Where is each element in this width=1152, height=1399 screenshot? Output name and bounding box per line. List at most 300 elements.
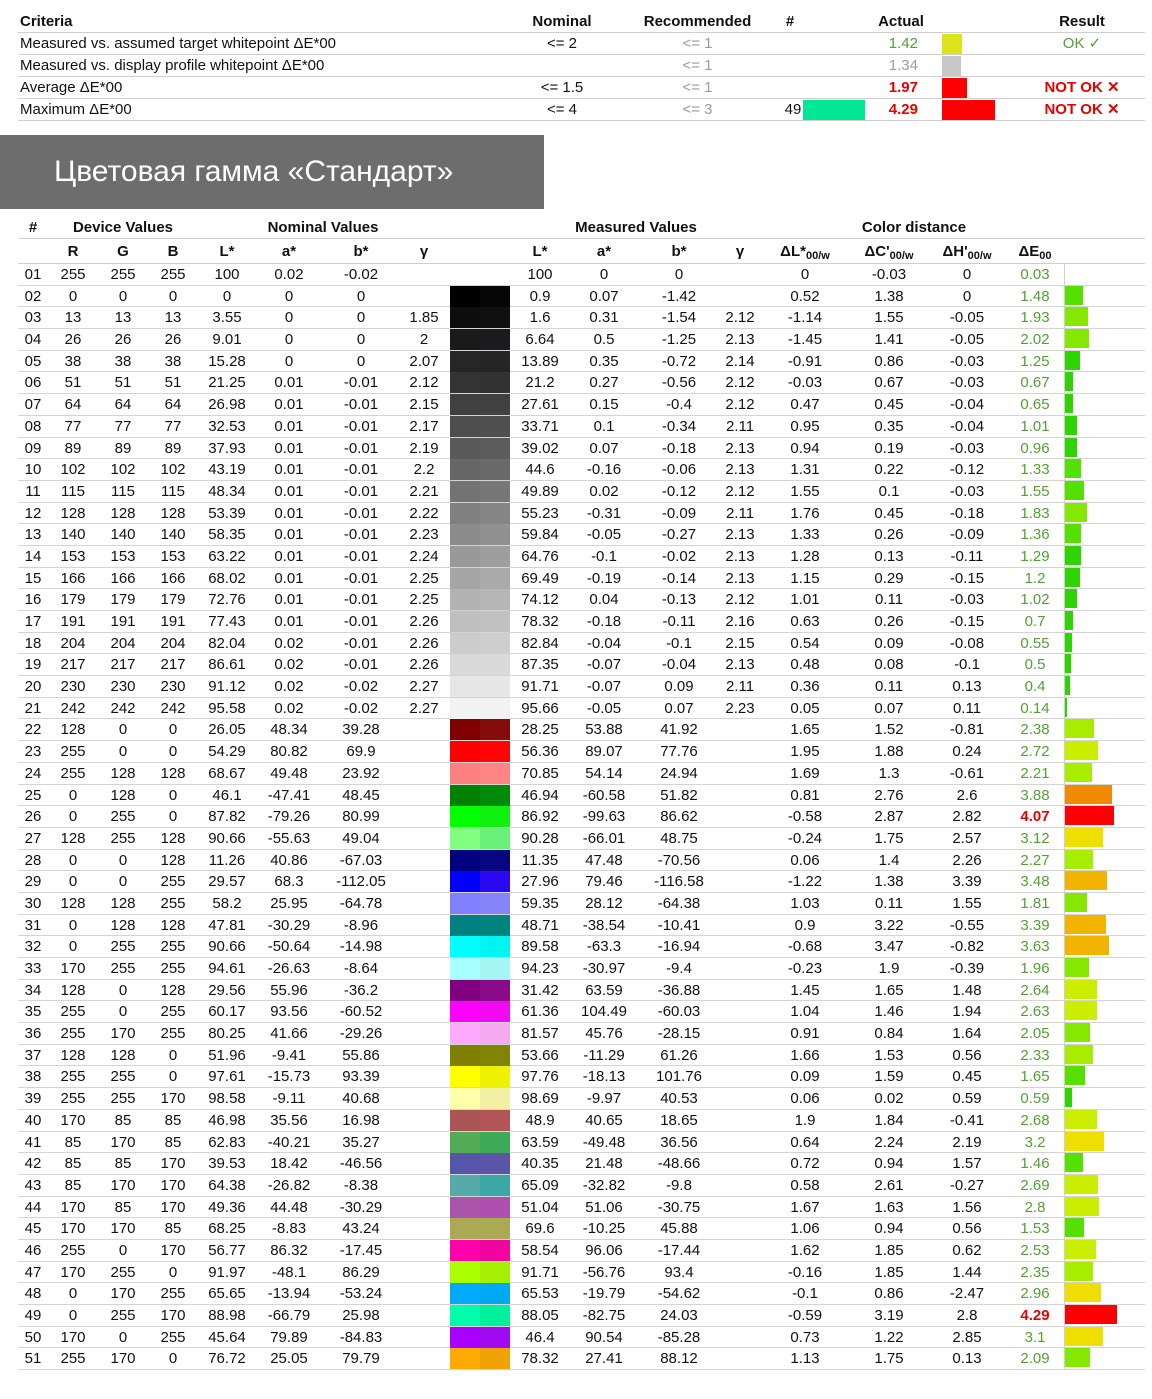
delta-c: 0.19 [874, 439, 904, 457]
nominal-header: Nominal [532, 13, 592, 30]
nominal-b: 43.24 [342, 1220, 380, 1238]
row-index: 12 [24, 504, 42, 522]
delta-e: 1.33 [1020, 461, 1050, 479]
nominal-l: 97.61 [208, 1068, 246, 1086]
measured-b: -36.88 [657, 981, 701, 999]
table-row [18, 1240, 1145, 1262]
delta-c: 2.87 [874, 808, 904, 826]
measured-b: 0.09 [664, 678, 694, 696]
measured-l: 59.84 [521, 526, 559, 544]
row-index: 13 [24, 526, 42, 544]
delta-l: 0.06 [790, 851, 820, 869]
nominal-swatch [450, 546, 480, 567]
measured-a: 104.49 [581, 1003, 627, 1021]
criteria-row [18, 55, 1145, 77]
device-b: 170 [160, 1241, 186, 1259]
table-row [18, 871, 1145, 893]
delta-h: -0.18 [949, 504, 985, 522]
row-index: 14 [24, 547, 42, 565]
device-r: 51 [64, 374, 82, 392]
nominal-gamma: 2.25 [409, 569, 439, 587]
delta-l: 0.95 [790, 417, 820, 435]
device-b: 77 [164, 417, 182, 435]
measured-l: 98.69 [521, 1090, 559, 1108]
row-index: 49 [24, 1307, 42, 1324]
nominal-gamma: 2.25 [409, 591, 439, 609]
measured-l: 64.76 [521, 547, 559, 565]
measured-l: 70.85 [521, 764, 559, 782]
measured-gamma: 2.11 [725, 417, 755, 435]
table-row [18, 633, 1145, 655]
measured-l: 46.94 [521, 786, 559, 804]
group-header-row [18, 217, 1145, 239]
delta-e-bar [1065, 1262, 1093, 1281]
delta-e-bar [1065, 1348, 1090, 1367]
measured-swatch [480, 503, 510, 524]
device-g: 115 [111, 482, 135, 500]
table-row [18, 1262, 1145, 1284]
measured-l: 27.96 [521, 873, 559, 891]
nominal-swatch [450, 936, 480, 957]
nominal-l: 21.25 [208, 374, 246, 392]
nominal-l: 64.38 [208, 1176, 246, 1194]
nominal-b: -14.98 [339, 938, 383, 956]
measured-swatch [480, 1197, 510, 1218]
delta-e: 1.96 [1020, 960, 1050, 977]
delta-e: 0.4 [1024, 678, 1046, 696]
device-g: 128 [110, 764, 136, 782]
measured-swatch [480, 438, 510, 459]
nominal-l: 11.26 [208, 851, 246, 869]
delta-l-sub: 00/w [805, 250, 830, 262]
delta-e-bar [1065, 1001, 1097, 1020]
nominal-swatch [450, 958, 480, 979]
measured-l: 61.36 [521, 1003, 559, 1021]
nominal-gamma: 2.07 [409, 352, 439, 370]
device-r: 0 [68, 873, 78, 891]
delta-c: 0.45 [874, 396, 904, 414]
device-g: 170 [110, 1285, 136, 1303]
measured-swatch [480, 1327, 510, 1348]
device-g: 26 [114, 331, 132, 349]
measured-b: 51.82 [660, 786, 698, 804]
measured-b: -70.56 [657, 851, 701, 869]
criteria-number: 49 [784, 101, 802, 118]
criteria-row [18, 99, 1145, 121]
table-row [18, 676, 1145, 698]
nominal-swatch [450, 1110, 480, 1131]
delta-l: 1.62 [790, 1241, 820, 1259]
measured-l: 63.59 [521, 1133, 559, 1151]
delta-c: 1.4 [878, 851, 900, 869]
measured-b: -0.04 [661, 656, 697, 674]
measured-swatch [480, 1305, 510, 1326]
measured-l: 100 [527, 266, 553, 283]
measured-b: -64.38 [657, 894, 701, 912]
measured-a: 53.88 [585, 721, 623, 739]
measured-b: -0.02 [661, 547, 697, 565]
nominal-l: 3.55 [212, 309, 242, 327]
row-index: 36 [24, 1025, 42, 1043]
measured-swatch [480, 1283, 510, 1304]
measured-a: 89.07 [585, 743, 623, 761]
nominal-b: 16.98 [342, 1111, 380, 1129]
nominal-a: 0.01 [274, 374, 304, 392]
color-distance-header: Color distance [861, 219, 967, 236]
col-measured-b: b* [671, 243, 687, 260]
measured-a: -0.16 [586, 461, 622, 479]
nominal-swatch [450, 372, 480, 393]
device-b: 0 [168, 743, 178, 761]
table-row [18, 1110, 1145, 1132]
measured-b: -10.41 [657, 916, 701, 934]
nominal-swatch [450, 503, 480, 524]
device-r: 255 [60, 1068, 86, 1086]
measured-b: 77.76 [660, 743, 698, 761]
device-g: 170 [110, 1220, 136, 1238]
nominal-a: -40.21 [267, 1133, 311, 1151]
measured-b: -9.4 [666, 960, 692, 977]
measured-l: 65.53 [521, 1285, 559, 1303]
delta-h: 0.24 [952, 743, 982, 761]
nominal-a: 0.01 [274, 461, 304, 479]
table-row [18, 611, 1145, 633]
delta-e-bar [1065, 1132, 1104, 1151]
nominal-swatch [450, 850, 480, 871]
measured-a: -0.05 [586, 526, 622, 544]
table-row [18, 307, 1145, 329]
measured-a: -11.29 [583, 1046, 625, 1064]
nominal-a: -26.82 [267, 1176, 311, 1194]
delta-c: 1.59 [874, 1068, 904, 1086]
table-row [18, 481, 1145, 503]
delta-l: 0.06 [790, 1090, 820, 1108]
row-index: 19 [24, 656, 42, 674]
device-r: 77 [64, 417, 82, 435]
col-measured-l: L* [532, 243, 548, 260]
nominal-gamma: 2.12 [409, 374, 439, 392]
device-b: 170 [160, 1176, 186, 1194]
criteria-table [18, 11, 1145, 121]
measured-swatch [480, 1218, 510, 1239]
device-r: 170 [60, 1328, 86, 1346]
delta-c: 1.85 [874, 1263, 904, 1281]
delta-e: 0.59 [1020, 1090, 1050, 1108]
nominal-gamma: 2.15 [409, 396, 439, 414]
col-nominal-l: L* [219, 243, 235, 260]
nominal-a: 0 [284, 309, 294, 327]
row-index: 29 [24, 873, 42, 891]
device-g: 255 [110, 829, 136, 847]
measured-a: 63.59 [585, 981, 623, 999]
measured-a: -0.1 [591, 547, 617, 565]
delta-e: 1.93 [1020, 309, 1050, 327]
nominal-a: -79.26 [267, 808, 311, 826]
nominal-l: 90.66 [208, 938, 246, 956]
measured-l: 53.66 [521, 1046, 559, 1064]
nominal-l: 63.22 [208, 547, 246, 565]
device-r: 170 [60, 1198, 86, 1216]
nominal-b: -0.01 [343, 461, 379, 479]
table-row [18, 459, 1145, 481]
device-r: 13 [64, 309, 82, 327]
measured-b: -54.62 [657, 1285, 701, 1303]
nominal-swatch [450, 459, 480, 480]
measured-l: 78.32 [521, 613, 559, 630]
criteria-name: Average ΔE*00 [20, 79, 123, 96]
nominal-swatch [450, 698, 480, 719]
measured-a: 47.48 [585, 851, 623, 869]
delta-e-bar [1065, 915, 1106, 934]
measured-swatch [480, 1153, 510, 1174]
measured-l: 48.9 [525, 1111, 555, 1129]
nominal-swatch [450, 394, 480, 415]
device-r: 255 [60, 1003, 86, 1021]
nominal-a: 0.02 [274, 656, 304, 674]
measured-a: 28.12 [585, 894, 623, 912]
measured-b: -0.09 [661, 504, 697, 522]
measured-swatch [480, 1088, 510, 1109]
delta-c: 1.52 [874, 721, 904, 739]
delta-h: 0.59 [952, 1090, 982, 1108]
measured-a: 0.02 [589, 482, 619, 500]
nominal-a: 0.01 [274, 439, 304, 457]
delta-l: -1.14 [787, 309, 823, 327]
device-b: 0 [168, 808, 178, 826]
measured-gamma: 2.13 [725, 331, 755, 349]
measured-swatch [480, 546, 510, 567]
nominal-a: 0 [284, 287, 294, 305]
nominal-b: 0 [356, 352, 366, 370]
nominal-l: 49.36 [208, 1198, 246, 1216]
delta-e: 3.88 [1020, 786, 1050, 804]
nominal-a: 0.02 [274, 634, 304, 652]
device-r: 0 [68, 851, 78, 869]
delta-h: -0.05 [949, 309, 985, 327]
nominal-b: 0 [356, 287, 366, 305]
criteria-actual-bar [942, 100, 995, 120]
delta-e: 4.29 [1020, 1307, 1050, 1324]
delta-e: 1.65 [1020, 1068, 1050, 1086]
nominal-gamma: 2.2 [413, 461, 435, 479]
nominal-b: -84.83 [339, 1328, 383, 1346]
measured-b: -9.8 [666, 1176, 692, 1194]
nominal-b: -0.01 [343, 634, 379, 652]
measured-a: -0.07 [586, 656, 622, 674]
nominal-l: 54.29 [208, 743, 246, 761]
delta-h: 0.56 [952, 1046, 982, 1064]
device-r: 255 [60, 764, 86, 782]
device-r: 0 [68, 808, 78, 826]
delta-h: -0.39 [949, 960, 985, 977]
nominal-swatch [450, 1283, 480, 1304]
measured-swatch [480, 524, 510, 545]
measured-b: -0.72 [661, 352, 697, 370]
nominal-gamma: 2.23 [409, 526, 439, 544]
table-row [18, 936, 1145, 958]
device-g: 85 [114, 1198, 132, 1216]
delta-e: 3.2 [1024, 1133, 1046, 1151]
delta-e: 2.63 [1020, 1003, 1050, 1021]
delta-e: 1.2 [1024, 569, 1046, 587]
row-index: 26 [24, 808, 42, 826]
delta-h: -0.05 [949, 331, 985, 349]
row-index: 42 [24, 1155, 42, 1173]
delta-h: 2.26 [952, 851, 982, 869]
nominal-a: -30.29 [267, 916, 311, 934]
device-r: 128 [60, 894, 86, 912]
device-r: 170 [60, 1263, 86, 1281]
delta-e-label: ΔE [1018, 243, 1040, 260]
table-row [18, 763, 1145, 785]
measured-b: -1.25 [661, 331, 697, 349]
measured-swatch [480, 741, 510, 762]
device-b: 217 [160, 656, 186, 674]
table-row [18, 438, 1145, 460]
delta-e: 0.14 [1020, 699, 1050, 717]
measured-a: 0.5 [593, 331, 615, 349]
delta-l: -0.03 [787, 374, 823, 392]
actual-header: Actual [878, 13, 924, 30]
delta-c: 1.75 [874, 1350, 904, 1368]
device-g: 0 [118, 1241, 128, 1259]
delta-h: -2.47 [949, 1285, 985, 1303]
nominal-b: -8.96 [343, 916, 379, 934]
measured-a: 0.04 [589, 591, 619, 609]
nominal-l: 68.25 [208, 1220, 246, 1238]
nominal-b: -0.02 [343, 266, 379, 283]
measured-b: 40.53 [660, 1090, 698, 1108]
table-row [18, 524, 1145, 546]
delta-e: 1.55 [1020, 482, 1050, 500]
delta-e: 0.5 [1024, 656, 1046, 674]
nominal-l: 26.05 [208, 721, 246, 739]
row-index: 02 [24, 287, 42, 305]
measured-a: 79.46 [585, 873, 623, 891]
row-index: 39 [24, 1090, 42, 1108]
device-b: 140 [160, 526, 186, 544]
nominal-a: 0.01 [274, 591, 304, 609]
table-row [18, 958, 1145, 980]
device-r: 0 [68, 916, 78, 934]
nominal-l: 58.2 [212, 894, 242, 912]
table-row [18, 394, 1145, 416]
measured-l: 82.84 [521, 634, 559, 652]
device-g: 13 [114, 309, 132, 327]
criteria-number [763, 33, 823, 54]
nominal-swatch [450, 980, 480, 1001]
nominal-a: 41.66 [270, 1025, 308, 1043]
measured-l: 91.71 [521, 678, 559, 696]
row-index: 16 [24, 591, 42, 609]
nominal-l: 39.53 [208, 1155, 246, 1173]
delta-c: 0.09 [874, 634, 904, 652]
nominal-swatch [450, 1348, 480, 1369]
delta-h: -0.04 [949, 396, 985, 414]
measured-l: 74.12 [521, 591, 559, 609]
nominal-b: 49.04 [342, 829, 380, 847]
delta-l: -0.58 [787, 808, 823, 826]
number-header: # [785, 13, 795, 30]
measured-swatch [480, 806, 510, 827]
device-b: 0 [168, 1263, 178, 1281]
nominal-l: 9.01 [212, 331, 242, 349]
measured-b: 18.65 [660, 1111, 698, 1129]
nominal-b: 86.29 [342, 1263, 380, 1281]
nominal-b: -0.01 [343, 569, 379, 587]
device-b: 26 [164, 331, 182, 349]
device-b: 85 [164, 1220, 182, 1238]
measured-b: -0.12 [661, 482, 697, 500]
row-index: 33 [24, 960, 42, 977]
device-r: 166 [60, 569, 86, 587]
nominal-l: 91.12 [208, 678, 246, 696]
delta-e-bar [1065, 524, 1081, 543]
nominal-l: 46.98 [208, 1111, 246, 1129]
measured-a: -66.01 [582, 829, 626, 847]
table-row [18, 806, 1145, 828]
device-r: 191 [60, 613, 86, 630]
delta-e-bar [1065, 1088, 1072, 1107]
device-b: 128 [160, 981, 186, 999]
measured-b: -0.34 [661, 417, 697, 435]
nominal-a: 49.48 [270, 764, 308, 782]
device-b: 255 [160, 1003, 186, 1021]
nominal-l: 87.82 [208, 808, 246, 826]
device-r: 153 [60, 547, 86, 565]
delta-l: 1.66 [790, 1046, 820, 1064]
delta-h: -0.08 [949, 634, 985, 652]
measured-swatch [480, 1045, 510, 1066]
device-values-header: Device Values [72, 219, 174, 236]
nominal-a: -47.41 [267, 786, 311, 804]
delta-e: 0.65 [1020, 396, 1050, 414]
measured-a: -0.31 [586, 504, 622, 522]
measured-a: 27.41 [585, 1350, 623, 1368]
nominal-a: 68.3 [274, 873, 304, 891]
nominal-gamma: 2.24 [409, 547, 439, 565]
device-g: 77 [114, 417, 132, 435]
device-b: 255 [160, 1025, 186, 1043]
delta-c: 0.67 [874, 374, 904, 392]
nominal-b: -46.56 [339, 1155, 383, 1173]
delta-c: 1.41 [874, 331, 904, 349]
measured-swatch [480, 611, 510, 632]
nominal-l: 46.1 [212, 786, 242, 804]
nominal-b: -8.38 [343, 1176, 379, 1194]
nominal-swatch [450, 1023, 480, 1044]
device-g: 170 [110, 1176, 136, 1194]
delta-e: 2.68 [1020, 1111, 1050, 1129]
nominal-swatch [450, 568, 480, 589]
delta-l: 0.47 [790, 396, 820, 414]
device-r: 230 [60, 678, 86, 696]
nominal-swatch [450, 633, 480, 654]
measured-swatch [480, 915, 510, 936]
nominal-b: -0.01 [343, 439, 379, 457]
delta-l: -1.45 [787, 331, 823, 349]
delta-c: 0.11 [874, 678, 904, 696]
criteria-nominal: <= 4 [546, 101, 578, 118]
measured-a: 0.1 [593, 417, 615, 435]
row-index: 06 [24, 374, 42, 392]
delta-e-bar [1065, 503, 1087, 522]
table-row [18, 503, 1145, 525]
col-nominal-a: a* [281, 243, 297, 260]
delta-c: 1.38 [874, 287, 904, 305]
measured-l: 40.35 [521, 1155, 559, 1173]
row-index: 51 [24, 1350, 42, 1368]
